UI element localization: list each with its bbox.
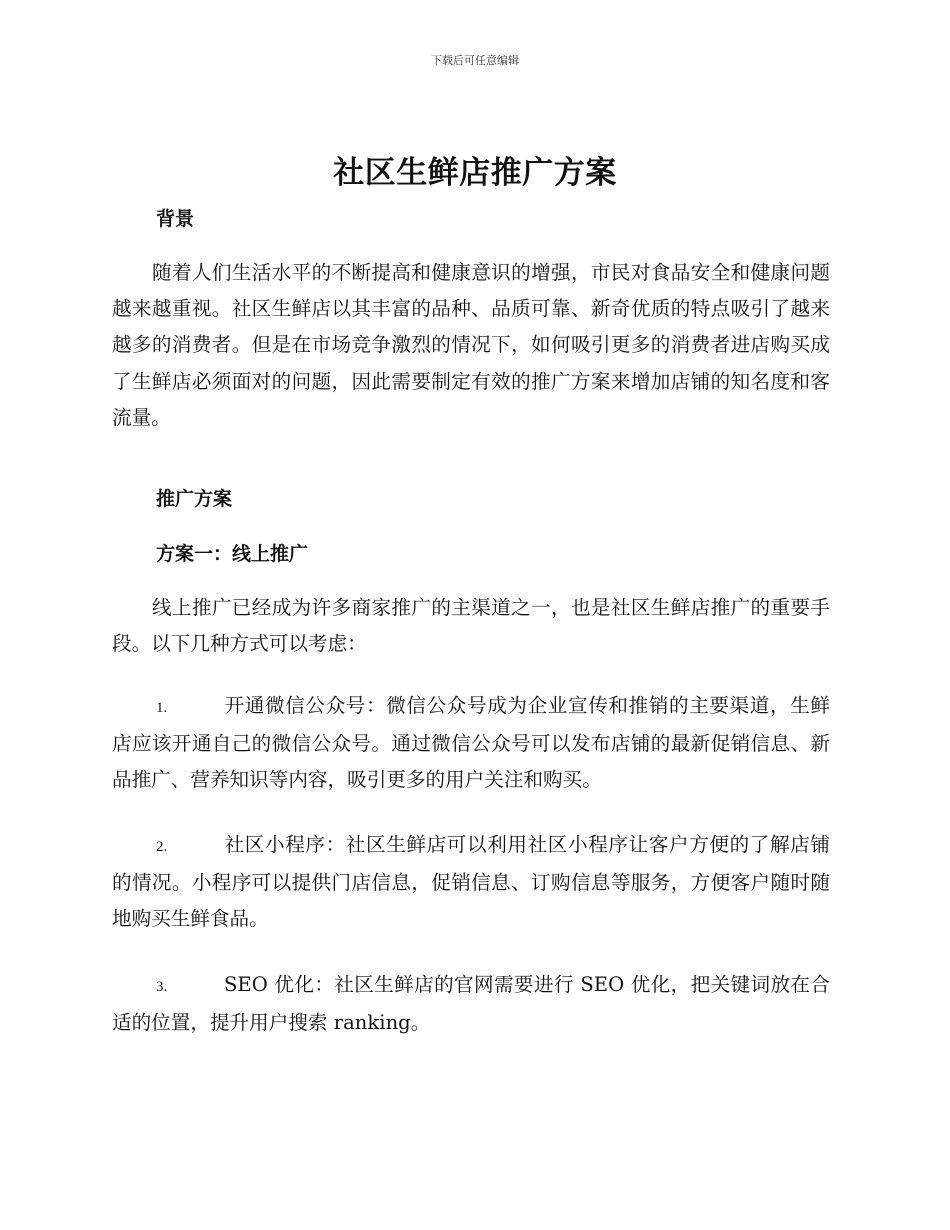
list-item-number: 2. [156, 839, 168, 855]
subsection-heading-plan-one: 方案一：线上推广 [156, 543, 309, 565]
section-heading-promotion: 推广方案 [156, 488, 233, 510]
list-item [112, 827, 830, 938]
list-item [112, 688, 830, 799]
section-heading-background: 背景 [156, 208, 195, 230]
list-item-text: SEO 优化：社区生鲜店的官网需要进行 SEO 优化，把关键词放在合适的位置，提升用户搜索 ranking。 [112, 973, 830, 1035]
header-note: 下载后可任意编辑 [431, 54, 519, 67]
list-item-number: 1. [156, 700, 168, 716]
list-item-text: 社区小程序：社区生鲜店可以利用社区小程序让客户方便的了解店铺的情况。小程序可以提供门店信息，促销信息、订购信息等服务，方便客户随时随地购买生鲜食品。 [112, 833, 830, 931]
document-title: 社区生鲜店推广方案 [333, 155, 617, 191]
plan-one-intro-paragraph: 线上推广已经成为许多商家推广的主渠道之一，也是社区生鲜店推广的重要手段。以下几种方式可以考虑： [112, 596, 830, 656]
list-item-number: 3. [156, 979, 168, 995]
list-item [112, 967, 830, 1041]
list-item-text: 开通微信公众号：微信公众号成为企业宣传和推销的主要渠道，生鲜店应该开通自己的微信公众号。通过微信公众号可以发布店铺的最新促销信息、新品推广、营养知识等内容，吸引更多的用户关注和购买。 [112, 694, 830, 792]
background-paragraph: 随着人们生活水平的不断提高和健康意识的增强，市民对食品安全和健康问题越来越重视。社区生鲜店以其丰富的品种、品质可靠、新奇优质的特点吸引了越来越多的消费者。但是在市场竞争激烈的情况下，如何吸引更多的消费者进店购买成了生鲜店必须面对的问题，因此需要制定有效的推广方案来增加店铺的知名度和客流量。 [112, 261, 830, 429]
